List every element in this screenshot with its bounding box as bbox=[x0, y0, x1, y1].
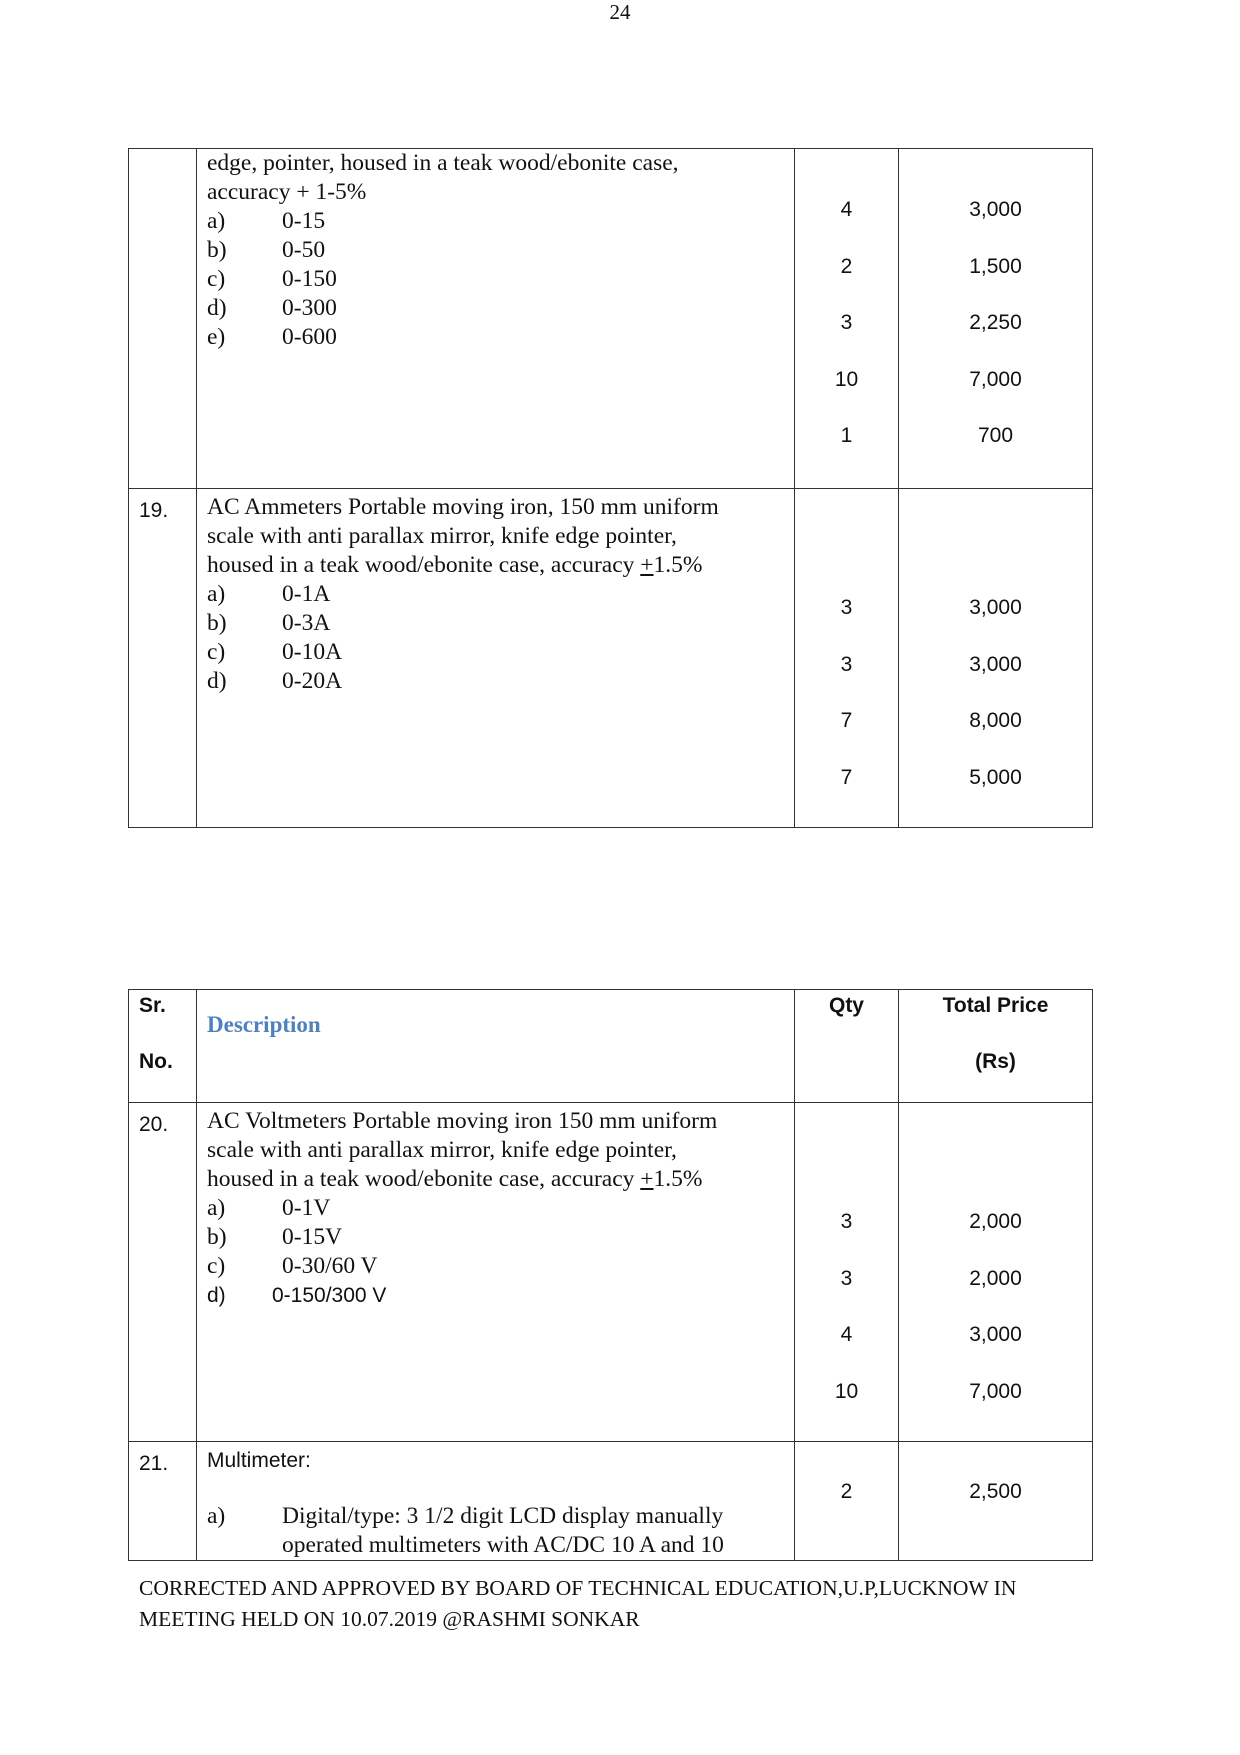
option-value: 0-30/60 V bbox=[282, 1253, 378, 1279]
sr-cell: 19. bbox=[129, 489, 197, 828]
option-label: a) bbox=[207, 581, 226, 607]
option-label: c) bbox=[207, 266, 226, 292]
table-row bbox=[129, 1103, 1093, 1442]
option-value: 0-150/300 V bbox=[272, 1284, 387, 1307]
qty-value: 3 bbox=[840, 652, 853, 676]
qty-cell bbox=[795, 489, 899, 828]
price-cell bbox=[899, 1442, 1093, 1561]
sr-header-bottom: No. bbox=[139, 1050, 173, 1073]
option-value bbox=[282, 1502, 784, 1560]
description-text: 1.5% bbox=[653, 552, 703, 578]
option-label: c) bbox=[207, 639, 226, 665]
option-label: b) bbox=[207, 237, 227, 263]
footer-line: MEETING HELD ON 10.07.2019 @RASHMI SONKAR bbox=[139, 1607, 640, 1631]
option-value: 0-15 bbox=[282, 208, 326, 234]
option-value: 0-50 bbox=[282, 237, 326, 263]
description-cell bbox=[197, 1103, 795, 1442]
qty-value: 10 bbox=[834, 367, 859, 391]
description-cell bbox=[197, 149, 795, 489]
option-item bbox=[207, 667, 784, 696]
price-value: 7,000 bbox=[969, 367, 1022, 391]
option-item bbox=[207, 1194, 784, 1223]
equipment-table-1 bbox=[128, 148, 1093, 828]
description-header: Description bbox=[197, 990, 795, 1103]
price-value: 1,500 bbox=[969, 254, 1022, 278]
option-label: c) bbox=[207, 1253, 226, 1279]
table-header-row bbox=[129, 990, 1093, 1103]
price-value: 2,000 bbox=[969, 1210, 1022, 1233]
description-line bbox=[207, 551, 784, 580]
price-value: 3,000 bbox=[969, 596, 1022, 619]
option-label: a) bbox=[207, 208, 226, 234]
description-text: housed in a teak wood/ebonite case, accuracy bbox=[207, 552, 641, 578]
price-value: 3,000 bbox=[969, 1323, 1022, 1346]
price-header-bottom: (Rs) bbox=[975, 1050, 1016, 1073]
option-value: 0-600 bbox=[282, 324, 337, 350]
price-header bbox=[899, 990, 1093, 1103]
equipment-table-2 bbox=[128, 989, 1093, 1561]
description-line bbox=[207, 1165, 784, 1194]
description-line: AC Voltmeters Portable moving iron 150 mm uniform bbox=[207, 1108, 718, 1134]
option-label: a) bbox=[207, 1503, 226, 1529]
description-line: operated multimeters with AC/DC 10 A and 10 bbox=[282, 1532, 724, 1558]
option-label: b) bbox=[207, 610, 227, 636]
option-value: 0-300 bbox=[282, 295, 337, 321]
option-item bbox=[207, 1252, 784, 1281]
description-text: 1.5% bbox=[653, 1166, 703, 1192]
qty-value: 3 bbox=[840, 1266, 853, 1290]
option-label: a) bbox=[207, 1195, 226, 1221]
price-value: 2,500 bbox=[969, 1480, 1022, 1503]
option-item bbox=[207, 609, 784, 638]
option-item bbox=[207, 323, 784, 352]
price-value: 700 bbox=[977, 424, 1014, 447]
price-cell bbox=[899, 149, 1093, 489]
sr-header-top: Sr. bbox=[139, 994, 166, 1017]
qty-cell bbox=[795, 149, 899, 489]
qty-value: 4 bbox=[840, 198, 853, 221]
page-number: 24 bbox=[609, 0, 631, 24]
price-value: 2,000 bbox=[969, 1266, 1022, 1290]
description-line: Digital/type: 3 1/2 digit LCD display manually bbox=[282, 1503, 724, 1529]
option-label: e) bbox=[207, 324, 226, 350]
price-value: 3,000 bbox=[969, 198, 1022, 221]
option-value: 0-15V bbox=[282, 1224, 343, 1250]
description-line: AC Ammeters Portable moving iron, 150 mm uniform bbox=[207, 494, 719, 520]
price-cell bbox=[899, 1103, 1093, 1442]
description-line: scale with anti parallax mirror, knife edge pointer, bbox=[207, 1137, 677, 1163]
description-line: scale with anti parallax mirror, knife edge pointer, bbox=[207, 523, 677, 549]
qty-value: 10 bbox=[834, 1379, 859, 1403]
qty-value: 2 bbox=[840, 1480, 853, 1503]
option-value: 0-150 bbox=[282, 266, 337, 292]
option-value: 0-1V bbox=[282, 1195, 331, 1221]
option-item bbox=[207, 1502, 784, 1560]
footer-line: CORRECTED AND APPROVED BY BOARD OF TECHNICAL EDUCATION,U.P,LUCKNOW IN bbox=[139, 1576, 1017, 1600]
option-item bbox=[207, 294, 784, 323]
description-text: housed in a teak wood/ebonite case, accuracy bbox=[207, 1166, 641, 1192]
qty-cell bbox=[795, 1103, 899, 1442]
qty-value: 3 bbox=[840, 311, 853, 334]
option-item bbox=[207, 207, 784, 236]
option-item bbox=[207, 1223, 784, 1252]
option-item bbox=[207, 265, 784, 294]
sr-cell bbox=[129, 149, 197, 489]
plus-minus-sign: + bbox=[640, 1166, 654, 1192]
description-cell bbox=[197, 1442, 795, 1561]
qty-value: 4 bbox=[840, 1323, 853, 1346]
description-cell bbox=[197, 489, 795, 828]
option-label: d) bbox=[207, 668, 227, 694]
approval-footer bbox=[139, 1573, 1039, 1635]
sr-cell: 20. bbox=[129, 1103, 197, 1442]
multimeter-title: Multimeter: bbox=[207, 1449, 311, 1472]
qty-cell bbox=[795, 1442, 899, 1561]
price-cell bbox=[899, 489, 1093, 828]
qty-value: 7 bbox=[840, 765, 853, 789]
price-value: 2,250 bbox=[969, 311, 1022, 334]
price-header-top: Total Price bbox=[942, 994, 1049, 1017]
qty-value: 1 bbox=[840, 424, 853, 447]
price-value: 8,000 bbox=[969, 709, 1022, 732]
price-value: 5,000 bbox=[969, 765, 1022, 789]
option-item bbox=[207, 236, 784, 265]
qty-value: 3 bbox=[840, 596, 853, 619]
option-item bbox=[207, 1281, 784, 1310]
table-row bbox=[129, 489, 1093, 828]
table-row bbox=[129, 149, 1093, 489]
option-value: 0-20A bbox=[282, 668, 343, 694]
description-line: edge, pointer, housed in a teak wood/ebonite case, bbox=[207, 150, 679, 176]
option-label: b) bbox=[207, 1224, 227, 1250]
option-item bbox=[207, 638, 784, 667]
price-value: 3,000 bbox=[969, 652, 1022, 676]
price-value: 7,000 bbox=[969, 1379, 1022, 1403]
option-value: 0-3A bbox=[282, 610, 331, 636]
option-label: d) bbox=[207, 295, 227, 321]
plus-minus-sign: + bbox=[640, 552, 654, 578]
description-line: accuracy + 1-5% bbox=[207, 179, 367, 205]
option-value: 0-10A bbox=[282, 639, 343, 665]
table-row bbox=[129, 1442, 1093, 1561]
option-value: 0-1A bbox=[282, 581, 331, 607]
option-item bbox=[207, 580, 784, 609]
qty-header: Qty bbox=[795, 990, 899, 1103]
sr-cell: 21. bbox=[129, 1442, 197, 1561]
option-label: d) bbox=[207, 1284, 226, 1307]
sr-header bbox=[129, 990, 197, 1103]
qty-value: 3 bbox=[840, 1210, 853, 1233]
qty-value: 2 bbox=[840, 254, 853, 278]
qty-value: 7 bbox=[840, 709, 853, 732]
